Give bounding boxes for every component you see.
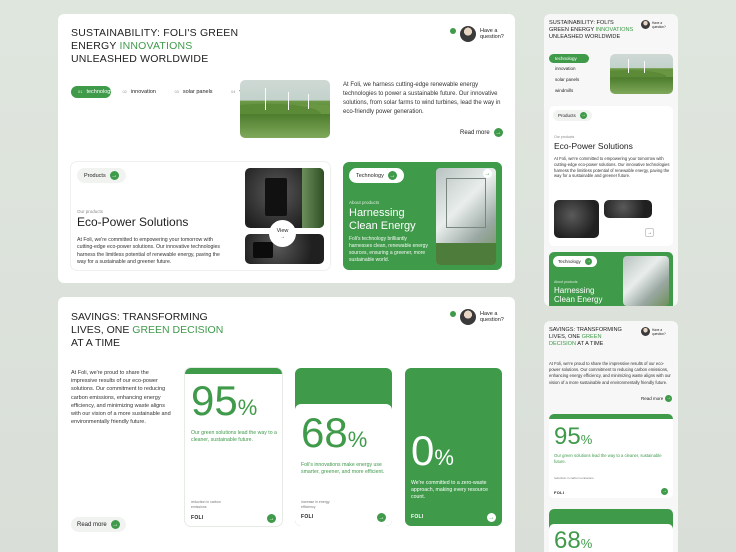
brand-logo: FOLI xyxy=(411,514,424,520)
tag-innovation[interactable] xyxy=(115,86,163,98)
stat-text: We're committed to a zero-waste approach, making every resource count. xyxy=(411,480,488,500)
mobile-tech-title-line1: Harnessing xyxy=(554,286,595,295)
mobile-technology-tab[interactable] xyxy=(553,256,597,267)
mobile-tag-list xyxy=(549,54,589,96)
windfarm-image xyxy=(240,80,330,138)
stat-note: reduction in carbon emissions xyxy=(191,500,221,509)
question-text: Have a question? xyxy=(480,27,504,40)
tag-label: solar panels xyxy=(182,88,213,95)
mobile-products-text: At Foli, we're committed to empowering your tomorrow with cutting-edge eco-power solutions. Our innovative technologies harness the limitless potential of renewable energy, paving the way for a sustainable and greener future. xyxy=(554,156,670,179)
hero-description: At Foli, we harness cutting-edge renewable energy technologies to power a sustainable future. Our innovative solutions, from solar farms to wind turbines, lead the way in eco-friendly power generation. xyxy=(343,82,501,115)
mobile-title-green: INNOVATIONS xyxy=(595,27,634,33)
tag-technology[interactable]: technology xyxy=(549,54,589,63)
mobile-products-eyebrow: Our products xyxy=(554,135,575,139)
mobile-technology-image xyxy=(623,256,669,306)
hero-card xyxy=(58,14,515,283)
savings-text: At Foli, we're proud to share the impressive results of our eco-power solutions. Our commitment to reducing carbon emissions, enhancing energy efficiency, and minimizing waste aligns with our vision of a more sustainable and environmentally friendly future. xyxy=(71,370,171,426)
mobile-product-image-2 xyxy=(604,200,652,218)
read-more-button[interactable] xyxy=(460,128,503,137)
mobile-title-line1: SUSTAINABILITY: FOLI'S xyxy=(549,20,614,26)
savings-title-line1: SAVINGS: TRANSFORMING xyxy=(71,311,208,323)
mobile-technology-card xyxy=(549,252,673,306)
mobile-savings-line1: SAVINGS: TRANSFORMING xyxy=(549,327,622,333)
products-tab[interactable] xyxy=(77,168,126,183)
mobile-product-image-1 xyxy=(554,200,599,238)
question-text: Have a question? xyxy=(652,20,666,29)
products-card xyxy=(71,162,330,270)
tag-label: technology xyxy=(86,88,114,95)
products-title: Eco-Power Solutions xyxy=(77,215,189,229)
brand-logo: FOLI xyxy=(554,490,565,495)
tag-number: 01 xyxy=(78,89,83,94)
arrow-icon: → xyxy=(585,258,591,264)
tag-number: 03 xyxy=(174,89,179,94)
brand-logo: FOLI xyxy=(191,515,204,521)
technology-text: Foli's technology brilliantly harnesses clean, renewable energy sources, ensuring a greener, more sustainable world. xyxy=(349,236,428,263)
technology-tab-label: Technology xyxy=(356,172,384,179)
avatar xyxy=(641,327,650,336)
mobile-stat-68 xyxy=(549,509,673,552)
arrow-right-icon[interactable]: → xyxy=(647,229,652,236)
stat-card-68 xyxy=(295,368,392,526)
mobile-savings-text: At Foli, we're proud to share the impressive results of our eco-power solutions. Our commitment to reducing carbon emissions, enhancing energy efficiency, and minimizing waste aligns with our vision of a more sustainable and environmentally friendly future. xyxy=(549,361,671,385)
arrow-icon[interactable]: → xyxy=(378,514,385,521)
hero-title-line3: UNLEASHED WORLDWIDE xyxy=(71,53,209,65)
arrow-icon: → xyxy=(580,112,586,118)
stat-unit: % xyxy=(434,445,454,470)
avatar xyxy=(460,309,476,325)
stat-text: Our green solutions lead the way to a cleaner, sustainable future. xyxy=(191,430,277,443)
arrow-right-icon: → xyxy=(112,521,119,528)
view-button[interactable] xyxy=(269,220,296,247)
tag-solar-panels[interactable]: solar panels xyxy=(555,77,580,82)
technology-image xyxy=(436,168,496,265)
stat-number: 68 xyxy=(554,527,581,552)
hero-title xyxy=(71,27,238,66)
tag-label: innovation xyxy=(130,88,156,95)
mobile-question-widget[interactable] xyxy=(641,327,670,336)
online-dot-icon xyxy=(450,28,456,34)
savings-title-line3: AT A TIME xyxy=(71,337,121,349)
stat-unit: % xyxy=(237,395,258,420)
hero-title-line1: SUSTAINABILITY: FOLI'S GREEN xyxy=(71,27,239,39)
mobile-products-tab[interactable] xyxy=(553,110,592,121)
mobile-technology-eyebrow: About products xyxy=(554,280,578,284)
mobile-hero-title xyxy=(549,20,639,41)
mobile-hero-card xyxy=(544,14,678,306)
products-tab-label: Products xyxy=(84,172,106,179)
mobile-title-line2: GREEN ENERGY xyxy=(549,27,594,33)
mobile-technology-title xyxy=(554,286,602,304)
tag-innovation[interactable]: innovation xyxy=(555,66,576,71)
tag-solar-panels[interactable] xyxy=(167,86,219,98)
mobile-tech-title-line2: Clean Energy xyxy=(554,295,603,304)
mobile-question-widget[interactable] xyxy=(641,20,670,29)
mobile-windfarm-image xyxy=(610,54,673,94)
online-dot-icon xyxy=(450,311,456,317)
stat-value xyxy=(191,377,258,429)
technology-title-line1: Harnessing xyxy=(349,207,405,219)
arrow-icon[interactable]: → xyxy=(268,515,275,522)
read-more-label: Read more xyxy=(641,396,664,401)
stat-note: increase in energy efficiency xyxy=(301,500,330,509)
mobile-savings-title xyxy=(549,327,622,348)
question-widget[interactable] xyxy=(450,26,508,42)
arrow-icon: → xyxy=(389,172,396,179)
savings-title xyxy=(71,311,223,350)
stat-note: reduction in carbon emissions xyxy=(554,476,594,480)
technology-eyebrow: About products xyxy=(349,200,380,205)
savings-card xyxy=(58,297,515,552)
arrow-icon[interactable]: → xyxy=(488,514,495,521)
stat-text: Our green solutions lead the way to a cleaner, sustainable future. xyxy=(554,453,662,464)
stat-number: 68 xyxy=(301,409,348,456)
stat-card-0 xyxy=(405,368,502,526)
mobile-products-title: Eco-Power Solutions xyxy=(554,141,633,151)
mobile-savings-line2: LIVES, ONE xyxy=(549,334,581,340)
technology-tab[interactable] xyxy=(349,168,404,183)
tag-windmills[interactable]: windmills xyxy=(555,88,574,93)
technology-card xyxy=(343,162,502,270)
stat-number: 95 xyxy=(191,377,238,424)
arrow-right-icon: → xyxy=(495,129,502,136)
savings-title-green: GREEN DECISION xyxy=(132,324,224,336)
stat-value xyxy=(554,425,592,452)
savings-read-more-button[interactable] xyxy=(71,517,126,532)
avatar xyxy=(641,20,650,29)
stat-number: 0 xyxy=(411,427,435,474)
stat-unit: % xyxy=(580,536,593,551)
question-text: Have a question? xyxy=(652,327,666,336)
product-image-1 xyxy=(245,168,324,228)
tag-number: 04 xyxy=(231,89,236,94)
products-text: At Foli, we're committed to empowering your tomorrow with cutting-edge eco-power solutions. Our innovative technologies harness the limitless potential of renewable energy, paving the way for a sustainable and greener future. xyxy=(77,237,221,265)
technology-title xyxy=(349,207,416,232)
brand-logo: FOLI xyxy=(301,514,314,520)
stat-number: 95 xyxy=(554,423,581,450)
stat-value xyxy=(411,427,454,479)
mobile-savings-green: GREEN xyxy=(581,334,602,340)
stat-value xyxy=(554,529,592,552)
question-text: Have a question? xyxy=(480,310,504,323)
question-widget[interactable] xyxy=(450,309,508,325)
stat-value xyxy=(301,409,368,461)
technology-tab-label: Technology xyxy=(558,259,581,264)
arrow-icon: → xyxy=(111,172,118,179)
mobile-read-more-button[interactable] xyxy=(641,395,672,402)
view-label: View xyxy=(276,227,289,234)
arrow-icon[interactable]: → xyxy=(484,170,491,177)
arrow-icon[interactable]: → xyxy=(662,488,667,494)
stat-unit: % xyxy=(347,427,368,452)
products-tab-label: Products xyxy=(558,113,576,118)
read-more-label: Read more xyxy=(460,129,490,136)
avatar xyxy=(460,26,476,42)
hero-title-innovations: INNOVATIONS xyxy=(119,40,193,52)
mobile-products-card xyxy=(549,106,673,246)
tag-number: 02 xyxy=(122,89,127,94)
stat-card-95 xyxy=(185,368,282,526)
arrow-right-icon: → xyxy=(280,233,285,240)
mobile-savings-decision: DECISION xyxy=(549,341,577,347)
mobile-savings-line3: AT A TIME xyxy=(577,341,604,347)
arrow-right-icon: → xyxy=(666,395,672,401)
stat-unit: % xyxy=(580,432,593,447)
read-more-label: Read more xyxy=(77,521,107,528)
technology-title-line2: Clean Energy xyxy=(349,219,416,232)
mobile-stat-95 xyxy=(549,414,673,498)
hero-title-energy: ENERGY xyxy=(71,40,117,52)
mobile-title-line3: UNLEASHED WORLDWIDE xyxy=(549,34,621,40)
products-eyebrow: Our products xyxy=(77,209,104,214)
tag-technology[interactable] xyxy=(71,86,114,98)
stat-text: Foli's innovations make energy use smarter, greener, and more efficient. xyxy=(301,462,385,475)
mobile-savings-card xyxy=(544,321,678,552)
savings-title-line2a: LIVES, ONE xyxy=(71,324,130,336)
